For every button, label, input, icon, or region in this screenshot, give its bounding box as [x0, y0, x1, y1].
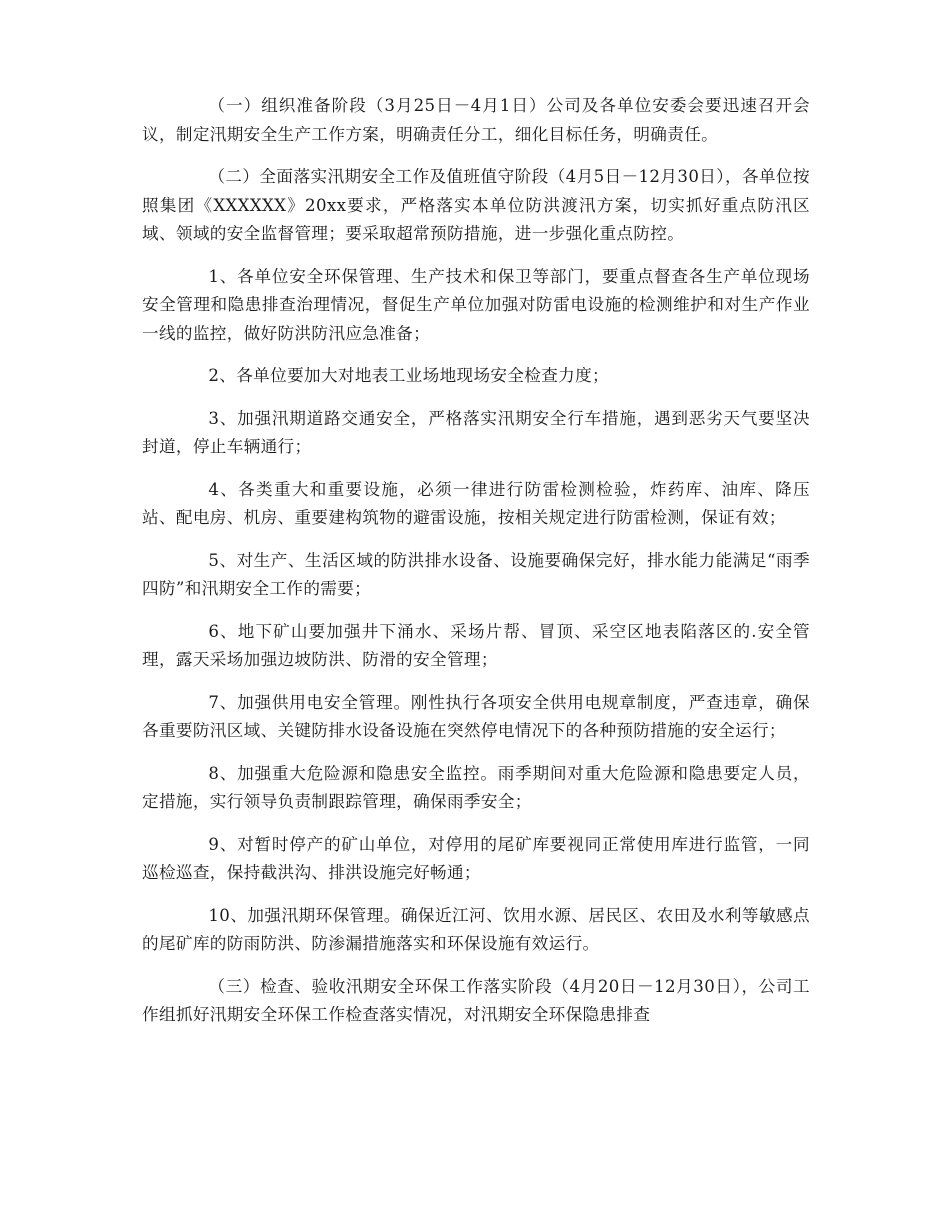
- list-item-1: 1、各单位安全环保管理、生产技术和保卫等部门，要重点督查各生产单位现场安全管理和隐患排查治理情况，督促生产单位加强对防雷电设施的检测维护和对生产作业一线的监控，做好防洪防汛应急准备；: [142, 266, 810, 343]
- list-item-9: 9、对暂时停产的矿山单位，对停用的尾矿库要视同正常使用库进行监管，一同巡检巡查，保持截洪沟、排洪设施完好畅通；: [142, 834, 810, 882]
- list-item-2: 2、各单位要加大对地表工业场地现场安全检查力度；: [208, 366, 610, 385]
- paragraph-stage-2: （二）全面落实汛期安全工作及值班值守阶段（4月5日－12月30日），各单位按照集团《XXXXXX》20xx要求，严格落实本单位防洪渡汛方案，切实抓好重点防汛区域、领域的安全监督管理；要采取超常预防措施，进一步强化重点防控。: [142, 167, 810, 243]
- list-item-6: 6、地下矿山要加强井下涌水、采场片帮、冒顶、采空区地表陷落区的.安全管理，露天采场加强边坡防洪、防滑的安全管理；: [142, 621, 810, 669]
- list-item-5: 5、对生产、生活区域的防洪排水设备、设施要确保完好，排水能力能满足“雨季四防”和汛期安全工作的需要；: [142, 550, 810, 598]
- document-body: [142, 92, 810, 1044]
- paragraph-stage-3: （三）检查、验收汛期安全环保工作落实阶段（4月20日－12月30日），公司工作组抓好汛期安全环保工作检查落实情况，对汛期安全环保隐患排查: [142, 976, 810, 1024]
- list-item-8: 8、加强重大危险源和隐患安全监控。雨季期间对重大危险源和隐患要定人员，定措施，实行领导负责制跟踪管理，确保雨季安全；: [142, 763, 810, 811]
- list-item-7: 7、加强供用电安全管理。刚性执行各项安全供用电规章制度，严查违章，确保各重要防汛区域、关键防排水设备设施在突然停电情况下的各种预防措施的安全运行；: [142, 692, 810, 740]
- list-item-10: 10、加强汛期环保管理。确保近江河、饮用水源、居民区、农田及水利等敏感点的尾矿库的防雨防洪、防渗漏措施落实和环保设施有效运行。: [142, 905, 810, 953]
- list-item-4: 4、各类重大和重要设施，必须一律进行防雷检测检验，炸药库、油库、降压站、配电房、机房、重要建构筑物的避雷设施，按相关规定进行防雷检测，保证有效；: [142, 479, 810, 527]
- paragraph-stage-1: （一）组织准备阶段（3月25日－4月1日）公司及各单位安委会要迅速召开会议，制定汛期安全生产工作方案，明确责任分工，细化目标任务，明确责任。: [142, 96, 810, 144]
- list-item-3: 3、加强汛期道路交通安全，严格落实汛期安全行车措施，遇到恶劣天气要坚决封道，停止车辆通行；: [142, 408, 810, 456]
